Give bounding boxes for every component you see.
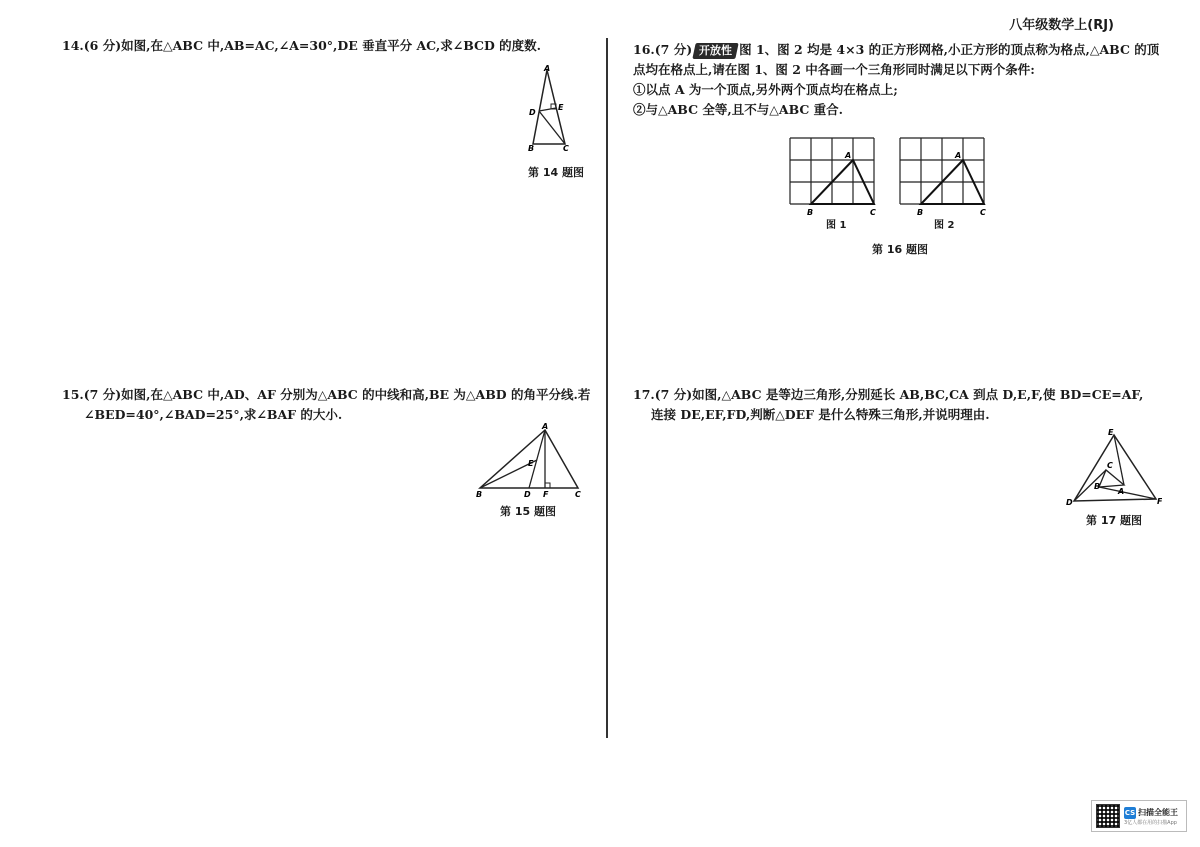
q16-line-1 bbox=[633, 40, 1159, 60]
open-ended-tag-label: 开放性 bbox=[699, 44, 733, 57]
q16-fig2-label-a: A bbox=[955, 151, 962, 160]
q15-label-f: F bbox=[543, 490, 549, 499]
q15-label-b: B bbox=[476, 490, 483, 499]
q14-caption: 第 14 题图 bbox=[528, 166, 584, 179]
question-17 bbox=[633, 385, 1143, 425]
q16-fig1-label-b: B bbox=[807, 208, 814, 217]
question-16 bbox=[633, 40, 1159, 120]
q17-label-a: A bbox=[1118, 487, 1125, 496]
q16-caption: 第 16 题图 bbox=[872, 243, 928, 256]
q16-fig1-label-a: A bbox=[845, 151, 852, 160]
q15-line-2: ∠BED=40°,∠BAD=25°,求∠BAF 的大小. bbox=[84, 407, 343, 422]
page-header: 八年级数学上(RJ) bbox=[1009, 18, 1114, 33]
q17-label-d: D bbox=[1066, 498, 1073, 507]
column-divider bbox=[606, 38, 608, 738]
q17-label-c: C bbox=[1107, 461, 1113, 470]
question-15 bbox=[62, 385, 590, 425]
q15-label-a: A bbox=[542, 422, 549, 431]
q16-prefix: 16.(7 分) bbox=[633, 42, 693, 57]
open-ended-tag bbox=[692, 43, 738, 59]
q15-label-d: D bbox=[524, 490, 531, 499]
q16-fig2-caption: 图 2 bbox=[934, 220, 955, 231]
q17-figure bbox=[1062, 425, 1162, 510]
question-14 bbox=[62, 36, 541, 56]
q14-label-c: C bbox=[563, 144, 569, 152]
q15-label-c: C bbox=[575, 490, 581, 499]
q15-label-e: E bbox=[528, 459, 534, 468]
q16-fig1-caption: 图 1 bbox=[826, 220, 847, 231]
q15-line-1: 15.(7 分)如图,在△ABC 中,AD、AF 分别为△ABC 的中线和高,BE 为△ABD 的角平分线.若 bbox=[62, 387, 591, 402]
q17-line-2: 连接 DE,EF,FD,判断△DEF 是什么特殊三角形,并说明理由. bbox=[651, 407, 990, 422]
q16-line-1-rest: 图 1、图 2 均是 4×3 的正方形网格,小正方形的顶点称为格点,△ABC 的顶 bbox=[739, 42, 1160, 57]
q14-figure bbox=[520, 62, 580, 152]
q17-line-1: 17.(7 分)如图,△ABC 是等边三角形,分别延长 AB,BC,CA 到点 D,E,F,使 BD=CE=AF, bbox=[633, 387, 1144, 402]
q15-figure bbox=[470, 420, 590, 500]
q16-fig2-label-c: C bbox=[980, 208, 986, 217]
q16-line-3: ①以点 A 为一个顶点,另外两个顶点均在格点上; bbox=[633, 82, 898, 97]
q15-caption: 第 15 题图 bbox=[500, 505, 556, 518]
scanner-app-name: 扫描全能王 bbox=[1138, 808, 1178, 817]
q14-label-a: A bbox=[544, 64, 551, 73]
q16-line-2: 点均在格点上,请在图 1、图 2 中各画一个三角形同时满足以下两个条件: bbox=[633, 62, 1035, 77]
q14-label-e: E bbox=[558, 103, 564, 112]
q14-label-d: D bbox=[529, 108, 536, 117]
qr-code-icon bbox=[1096, 804, 1120, 828]
q16-line-4: ②与△ABC 全等,且不与△ABC 重合. bbox=[633, 102, 844, 117]
q17-label-e: E bbox=[1108, 428, 1114, 437]
q16-fig2-label-b: B bbox=[917, 208, 924, 217]
q17-caption: 第 17 题图 bbox=[1086, 514, 1142, 527]
q17-label-f: F bbox=[1157, 497, 1162, 506]
q14-line-1: 14.(6 分)如图,在△ABC 中,AB=AC,∠A=30°,DE 垂直平分 AC,求∠BCD 的度数. bbox=[62, 38, 542, 53]
q14-label-b: B bbox=[528, 144, 535, 152]
scanner-app-subtitle: 3亿人都在用的扫描App bbox=[1124, 819, 1177, 826]
q16-fig1-label-c: C bbox=[870, 208, 876, 217]
q17-label-b: B bbox=[1094, 482, 1101, 491]
scanner-watermark bbox=[1091, 800, 1187, 832]
camscanner-logo-icon: CS bbox=[1124, 808, 1136, 817]
